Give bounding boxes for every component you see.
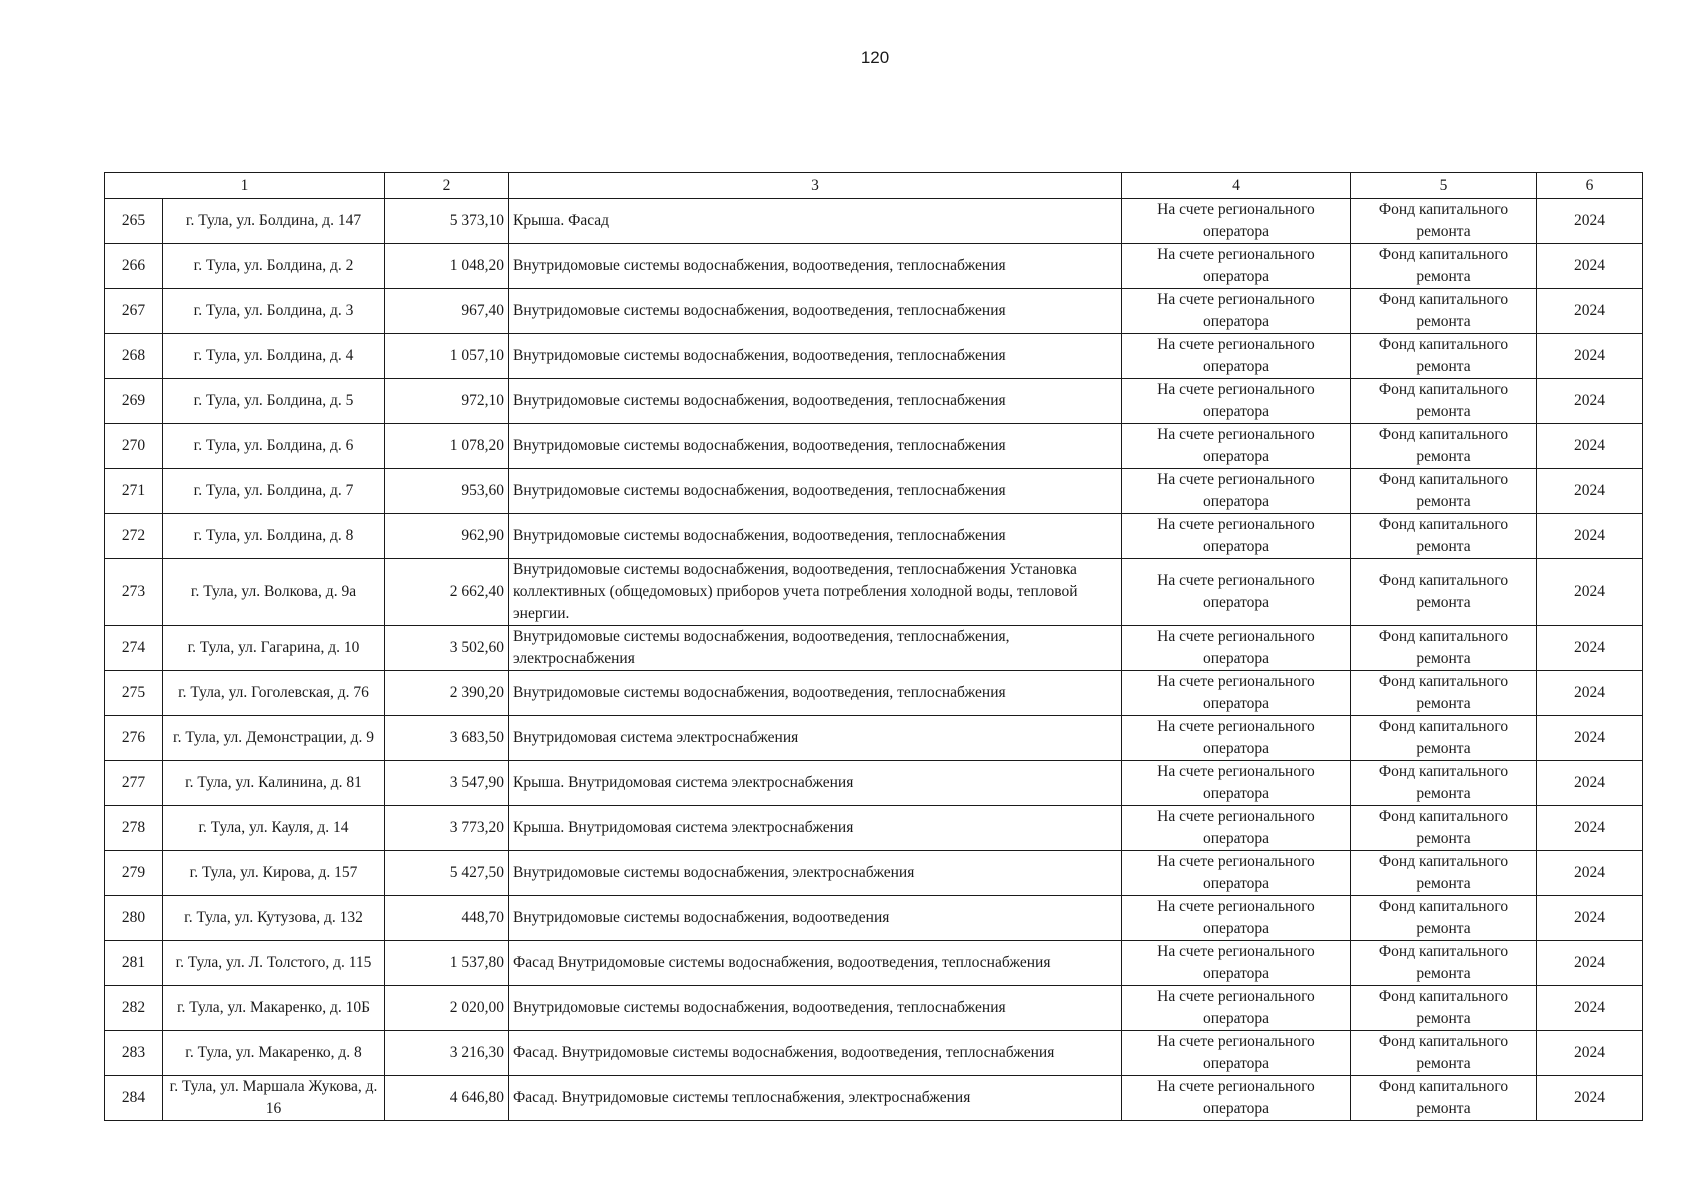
works-cell: Крыша. Фасад (509, 199, 1122, 244)
table-row (105, 334, 1643, 379)
works-cell: Внутридомовые системы водоснабжения, водоотведения, теплоснабжения (509, 469, 1122, 514)
address-cell: г. Тула, ул. Болдина, д. 4 (163, 334, 385, 379)
area-cell: 3 216,30 (385, 1031, 509, 1076)
table-row (105, 1031, 1643, 1076)
works-cell: Внутридомовые системы водоснабжения, водоотведения, теплоснабжения Установка коллективных (общедомовых) приборов учета потребления холодной воды, тепловой энергии. (509, 559, 1122, 626)
table-row (105, 851, 1643, 896)
funding-source-cell: Фонд капитального ремонта (1351, 896, 1537, 941)
area-cell: 3 683,50 (385, 716, 509, 761)
works-cell: Внутридомовые системы водоснабжения, водоотведения, теплоснабжения (509, 244, 1122, 289)
funding-source-cell: Фонд капитального ремонта (1351, 671, 1537, 716)
row-number: 270 (105, 424, 163, 469)
works-cell: Внутридомовые системы водоснабжения, водоотведения, теплоснабжения (509, 334, 1122, 379)
account-cell: На счете регионального оператора (1122, 289, 1351, 334)
area-cell: 1 057,10 (385, 334, 509, 379)
works-cell: Внутридомовые системы водоснабжения, водоотведения, теплоснабжения (509, 289, 1122, 334)
column-header-6: 6 (1537, 173, 1643, 199)
address-cell: г. Тула, ул. Болдина, д. 147 (163, 199, 385, 244)
funding-source-cell: Фонд капитального ремонта (1351, 1031, 1537, 1076)
area-cell: 3 502,60 (385, 626, 509, 671)
area-cell: 1 537,80 (385, 941, 509, 986)
funding-source-cell: Фонд капитального ремонта (1351, 199, 1537, 244)
address-cell: г. Тула, ул. Макаренко, д. 8 (163, 1031, 385, 1076)
funding-source-cell: Фонд капитального ремонта (1351, 626, 1537, 671)
year-cell: 2024 (1537, 896, 1643, 941)
address-cell: г. Тула, ул. Гоголевская, д. 76 (163, 671, 385, 716)
year-cell: 2024 (1537, 806, 1643, 851)
area-cell: 1 048,20 (385, 244, 509, 289)
address-cell: г. Тула, ул. Болдина, д. 3 (163, 289, 385, 334)
area-cell: 448,70 (385, 896, 509, 941)
account-cell: На счете регионального оператора (1122, 559, 1351, 626)
year-cell: 2024 (1537, 626, 1643, 671)
area-cell: 1 078,20 (385, 424, 509, 469)
year-cell: 2024 (1537, 1031, 1643, 1076)
row-number: 280 (105, 896, 163, 941)
address-cell: г. Тула, ул. Болдина, д. 2 (163, 244, 385, 289)
row-number: 283 (105, 1031, 163, 1076)
row-number: 265 (105, 199, 163, 244)
works-cell: Внутридомовая система электроснабжения (509, 716, 1122, 761)
year-cell: 2024 (1537, 986, 1643, 1031)
address-cell: г. Тула, ул. Калинина, д. 81 (163, 761, 385, 806)
row-number: 281 (105, 941, 163, 986)
table-row (105, 424, 1643, 469)
works-cell: Фасад. Внутридомовые системы водоснабжения, водоотведения, теплоснабжения (509, 1031, 1122, 1076)
funding-source-cell: Фонд капитального ремонта (1351, 514, 1537, 559)
account-cell: На счете регионального оператора (1122, 896, 1351, 941)
area-cell: 5 373,10 (385, 199, 509, 244)
row-number: 278 (105, 806, 163, 851)
address-cell: г. Тула, ул. Демонстрации, д. 9 (163, 716, 385, 761)
year-cell: 2024 (1537, 334, 1643, 379)
address-cell: г. Тула, ул. Болдина, д. 7 (163, 469, 385, 514)
row-number: 269 (105, 379, 163, 424)
account-cell: На счете регионального оператора (1122, 199, 1351, 244)
works-cell: Крыша. Внутридомовая система электроснабжения (509, 806, 1122, 851)
column-header-1: 1 (105, 173, 385, 199)
area-cell: 2 662,40 (385, 559, 509, 626)
funding-source-cell: Фонд капитального ремонта (1351, 424, 1537, 469)
table-row (105, 626, 1643, 671)
year-cell: 2024 (1537, 851, 1643, 896)
area-cell: 962,90 (385, 514, 509, 559)
area-cell: 2 390,20 (385, 671, 509, 716)
address-cell: г. Тула, ул. Волкова, д. 9а (163, 559, 385, 626)
works-cell: Фасад. Внутридомовые системы теплоснабжения, электроснабжения (509, 1076, 1122, 1121)
funding-source-cell: Фонд капитального ремонта (1351, 1076, 1537, 1121)
row-number: 268 (105, 334, 163, 379)
column-header-3: 3 (509, 173, 1122, 199)
funding-source-cell: Фонд капитального ремонта (1351, 716, 1537, 761)
works-cell: Фасад Внутридомовые системы водоснабжения, водоотведения, теплоснабжения (509, 941, 1122, 986)
column-header-4: 4 (1122, 173, 1351, 199)
table-row (105, 806, 1643, 851)
account-cell: На счете регионального оператора (1122, 986, 1351, 1031)
account-cell: На счете регионального оператора (1122, 806, 1351, 851)
row-number: 277 (105, 761, 163, 806)
year-cell: 2024 (1537, 289, 1643, 334)
account-cell: На счете регионального оператора (1122, 716, 1351, 761)
address-cell: г. Тула, ул. Болдина, д. 5 (163, 379, 385, 424)
row-number: 271 (105, 469, 163, 514)
account-cell: На счете регионального оператора (1122, 334, 1351, 379)
account-cell: На счете регионального оператора (1122, 379, 1351, 424)
table-row (105, 559, 1643, 626)
address-cell: г. Тула, ул. Болдина, д. 8 (163, 514, 385, 559)
table-row (105, 986, 1643, 1031)
funding-source-cell: Фонд капитального ремонта (1351, 941, 1537, 986)
works-cell: Внутридомовые системы водоснабжения, электроснабжения (509, 851, 1122, 896)
column-header-2: 2 (385, 173, 509, 199)
account-cell: На счете регионального оператора (1122, 244, 1351, 289)
funding-source-cell: Фонд капитального ремонта (1351, 289, 1537, 334)
funding-source-cell: Фонд капитального ремонта (1351, 334, 1537, 379)
works-cell: Внутридомовые системы водоснабжения, водоотведения, теплоснабжения (509, 514, 1122, 559)
table-row (105, 469, 1643, 514)
works-cell: Внутридомовые системы водоснабжения, водоотведения, теплоснабжения (509, 986, 1122, 1031)
funding-source-cell: Фонд капитального ремонта (1351, 244, 1537, 289)
account-cell: На счете регионального оператора (1122, 469, 1351, 514)
works-cell: Внутридомовые системы водоснабжения, водоотведения, теплоснабжения (509, 379, 1122, 424)
address-cell: г. Тула, ул. Болдина, д. 6 (163, 424, 385, 469)
row-number: 282 (105, 986, 163, 1031)
funding-source-cell: Фонд капитального ремонта (1351, 559, 1537, 626)
year-cell: 2024 (1537, 469, 1643, 514)
funding-source-cell: Фонд капитального ремонта (1351, 469, 1537, 514)
account-cell: На счете регионального оператора (1122, 941, 1351, 986)
year-cell: 2024 (1537, 514, 1643, 559)
table-row (105, 896, 1643, 941)
row-number: 279 (105, 851, 163, 896)
row-number: 275 (105, 671, 163, 716)
table-row (105, 671, 1643, 716)
address-cell: г. Тула, ул. Л. Толстого, д. 115 (163, 941, 385, 986)
address-cell: г. Тула, ул. Кауля, д. 14 (163, 806, 385, 851)
address-cell: г. Тула, ул. Маршала Жукова, д. 16 (163, 1076, 385, 1121)
year-cell: 2024 (1537, 941, 1643, 986)
column-header-5: 5 (1351, 173, 1537, 199)
row-number: 274 (105, 626, 163, 671)
funding-source-cell: Фонд капитального ремонта (1351, 806, 1537, 851)
area-cell: 4 646,80 (385, 1076, 509, 1121)
funding-source-cell: Фонд капитального ремонта (1351, 761, 1537, 806)
year-cell: 2024 (1537, 379, 1643, 424)
account-cell: На счете регионального оператора (1122, 761, 1351, 806)
year-cell: 2024 (1537, 716, 1643, 761)
table-row (105, 379, 1643, 424)
account-cell: На счете регионального оператора (1122, 1076, 1351, 1121)
table-row (105, 761, 1643, 806)
row-number: 273 (105, 559, 163, 626)
table-row (105, 199, 1643, 244)
year-cell: 2024 (1537, 559, 1643, 626)
account-cell: На счете регионального оператора (1122, 626, 1351, 671)
account-cell: На счете регионального оператора (1122, 1031, 1351, 1076)
area-cell: 967,40 (385, 289, 509, 334)
address-cell: г. Тула, ул. Кутузова, д. 132 (163, 896, 385, 941)
area-cell: 2 020,00 (385, 986, 509, 1031)
table-row (105, 716, 1643, 761)
works-cell: Внутридомовые системы водоснабжения, водоотведения, теплоснабжения (509, 424, 1122, 469)
works-cell: Внутридомовые системы водоснабжения, водоотведения, теплоснабжения, электроснабжения (509, 626, 1122, 671)
table-row (105, 244, 1643, 289)
funding-source-cell: Фонд капитального ремонта (1351, 851, 1537, 896)
address-cell: г. Тула, ул. Гагарина, д. 10 (163, 626, 385, 671)
area-cell: 953,60 (385, 469, 509, 514)
area-cell: 3 773,20 (385, 806, 509, 851)
works-cell: Крыша. Внутридомовая система электроснабжения (509, 761, 1122, 806)
account-cell: На счете регионального оператора (1122, 851, 1351, 896)
address-cell: г. Тула, ул. Макаренко, д. 10Б (163, 986, 385, 1031)
column-number-row (105, 173, 1643, 199)
year-cell: 2024 (1537, 671, 1643, 716)
area-cell: 3 547,90 (385, 761, 509, 806)
row-number: 276 (105, 716, 163, 761)
account-cell: На счете регионального оператора (1122, 424, 1351, 469)
works-cell: Внутридомовые системы водоснабжения, водоотведения (509, 896, 1122, 941)
row-number: 272 (105, 514, 163, 559)
account-cell: На счете регионального оператора (1122, 671, 1351, 716)
year-cell: 2024 (1537, 199, 1643, 244)
works-cell: Внутридомовые системы водоснабжения, водоотведения, теплоснабжения (509, 671, 1122, 716)
year-cell: 2024 (1537, 424, 1643, 469)
year-cell: 2024 (1537, 244, 1643, 289)
row-number: 267 (105, 289, 163, 334)
account-cell: На счете регионального оператора (1122, 514, 1351, 559)
repair-program-table (104, 172, 1643, 1121)
page-number: 120 (860, 48, 890, 67)
funding-source-cell: Фонд капитального ремонта (1351, 986, 1537, 1031)
address-cell: г. Тула, ул. Кирова, д. 157 (163, 851, 385, 896)
table-row (105, 514, 1643, 559)
row-number: 266 (105, 244, 163, 289)
year-cell: 2024 (1537, 1076, 1643, 1121)
row-number: 284 (105, 1076, 163, 1121)
area-cell: 5 427,50 (385, 851, 509, 896)
area-cell: 972,10 (385, 379, 509, 424)
table-row (105, 941, 1643, 986)
year-cell: 2024 (1537, 761, 1643, 806)
table-row (105, 1076, 1643, 1121)
table-row (105, 289, 1643, 334)
funding-source-cell: Фонд капитального ремонта (1351, 379, 1537, 424)
